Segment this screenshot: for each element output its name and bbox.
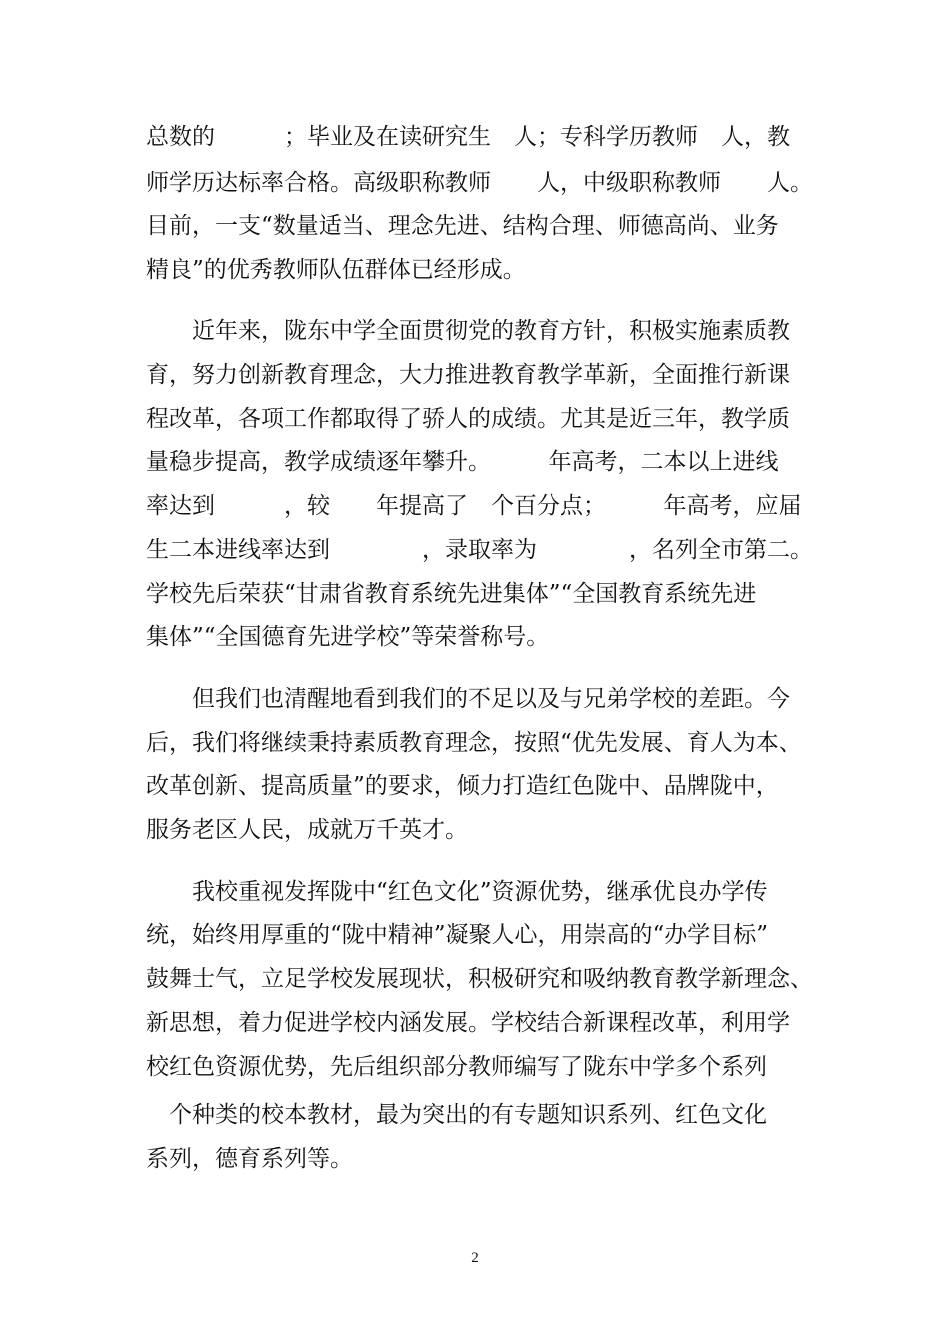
text-line: 育，努力创新教育理念，大力推进教育教学革新，全面推行新课 xyxy=(146,362,790,388)
text-line: 校红色资源优势，先后组织部分教师编写了陇东中学多个系列 xyxy=(146,1054,767,1080)
text-line: 鼓舞士气，立足学校发展现状，积极研究和吸纳教育教学新理念、 xyxy=(146,966,813,992)
text-line: 精良”的优秀教师队伍群体已经形成。 xyxy=(146,257,526,283)
text-line: 率达到 ，较 年提高了 个百分点； 年高考，应届 xyxy=(146,493,802,519)
text-line: 个种类的校本教材，最为突出的有专题知识系列、红色文化 xyxy=(146,1102,767,1128)
text-line: 改革创新、提高质量”的要求，倾力打造红色陇中、品牌陇中， xyxy=(146,773,779,799)
text-line: 服务老区人民，成就万千英才。 xyxy=(146,817,468,843)
text-line: 目前，一支“数量适当、理念先进、结构合理、师德高尚、业务 xyxy=(146,213,779,239)
text-line: 近年来，陇东中学全面贯彻党的教育方针，积极实施素质教 xyxy=(146,318,790,344)
text-line: 生二本进线率达到 ，录取率为 ，名列全市第二。 xyxy=(146,537,813,563)
text-line: 后，我们将继续秉持素质教育理念，按照“优先发展、育人为本、 xyxy=(146,730,802,756)
text-line: 但我们也清醒地看到我们的不足以及与兄弟学校的差距。今 xyxy=(146,686,790,712)
text-line: 总数的 ；毕业及在读研究生 人；专科学历教师 人，教 xyxy=(146,124,790,150)
text-line: 统，始终用厚重的“陇中精神”凝聚人心，用崇高的“办学目标” xyxy=(146,922,769,948)
page-number: 2 xyxy=(471,1250,479,1266)
text-line: 师学历达标率合格。高级职称教师 人，中级职称教师 人。 xyxy=(146,170,813,196)
text-line: 集体”“全国德育先进学校”等荣誉称号。 xyxy=(146,624,550,650)
text-line: 学校先后荣获“甘肃省教育系统先进集体”“全国教育系统先进 xyxy=(146,581,757,607)
text-line: 新思想，着力促进学校内涵发展。学校结合新课程改革，利用学 xyxy=(146,1010,790,1036)
text-line: 系列，德育系列等。 xyxy=(146,1146,353,1172)
text-line: 量稳步提高，教学成绩逐年攀升。 年高考，二本以上进线 xyxy=(146,449,779,475)
text-line: 程改革，各项工作都取得了骄人的成绩。尤其是近三年，教学质 xyxy=(146,406,790,432)
text-line: 我校重视发挥陇中“红色文化”资源优势，继承优良办学传 xyxy=(146,879,768,905)
